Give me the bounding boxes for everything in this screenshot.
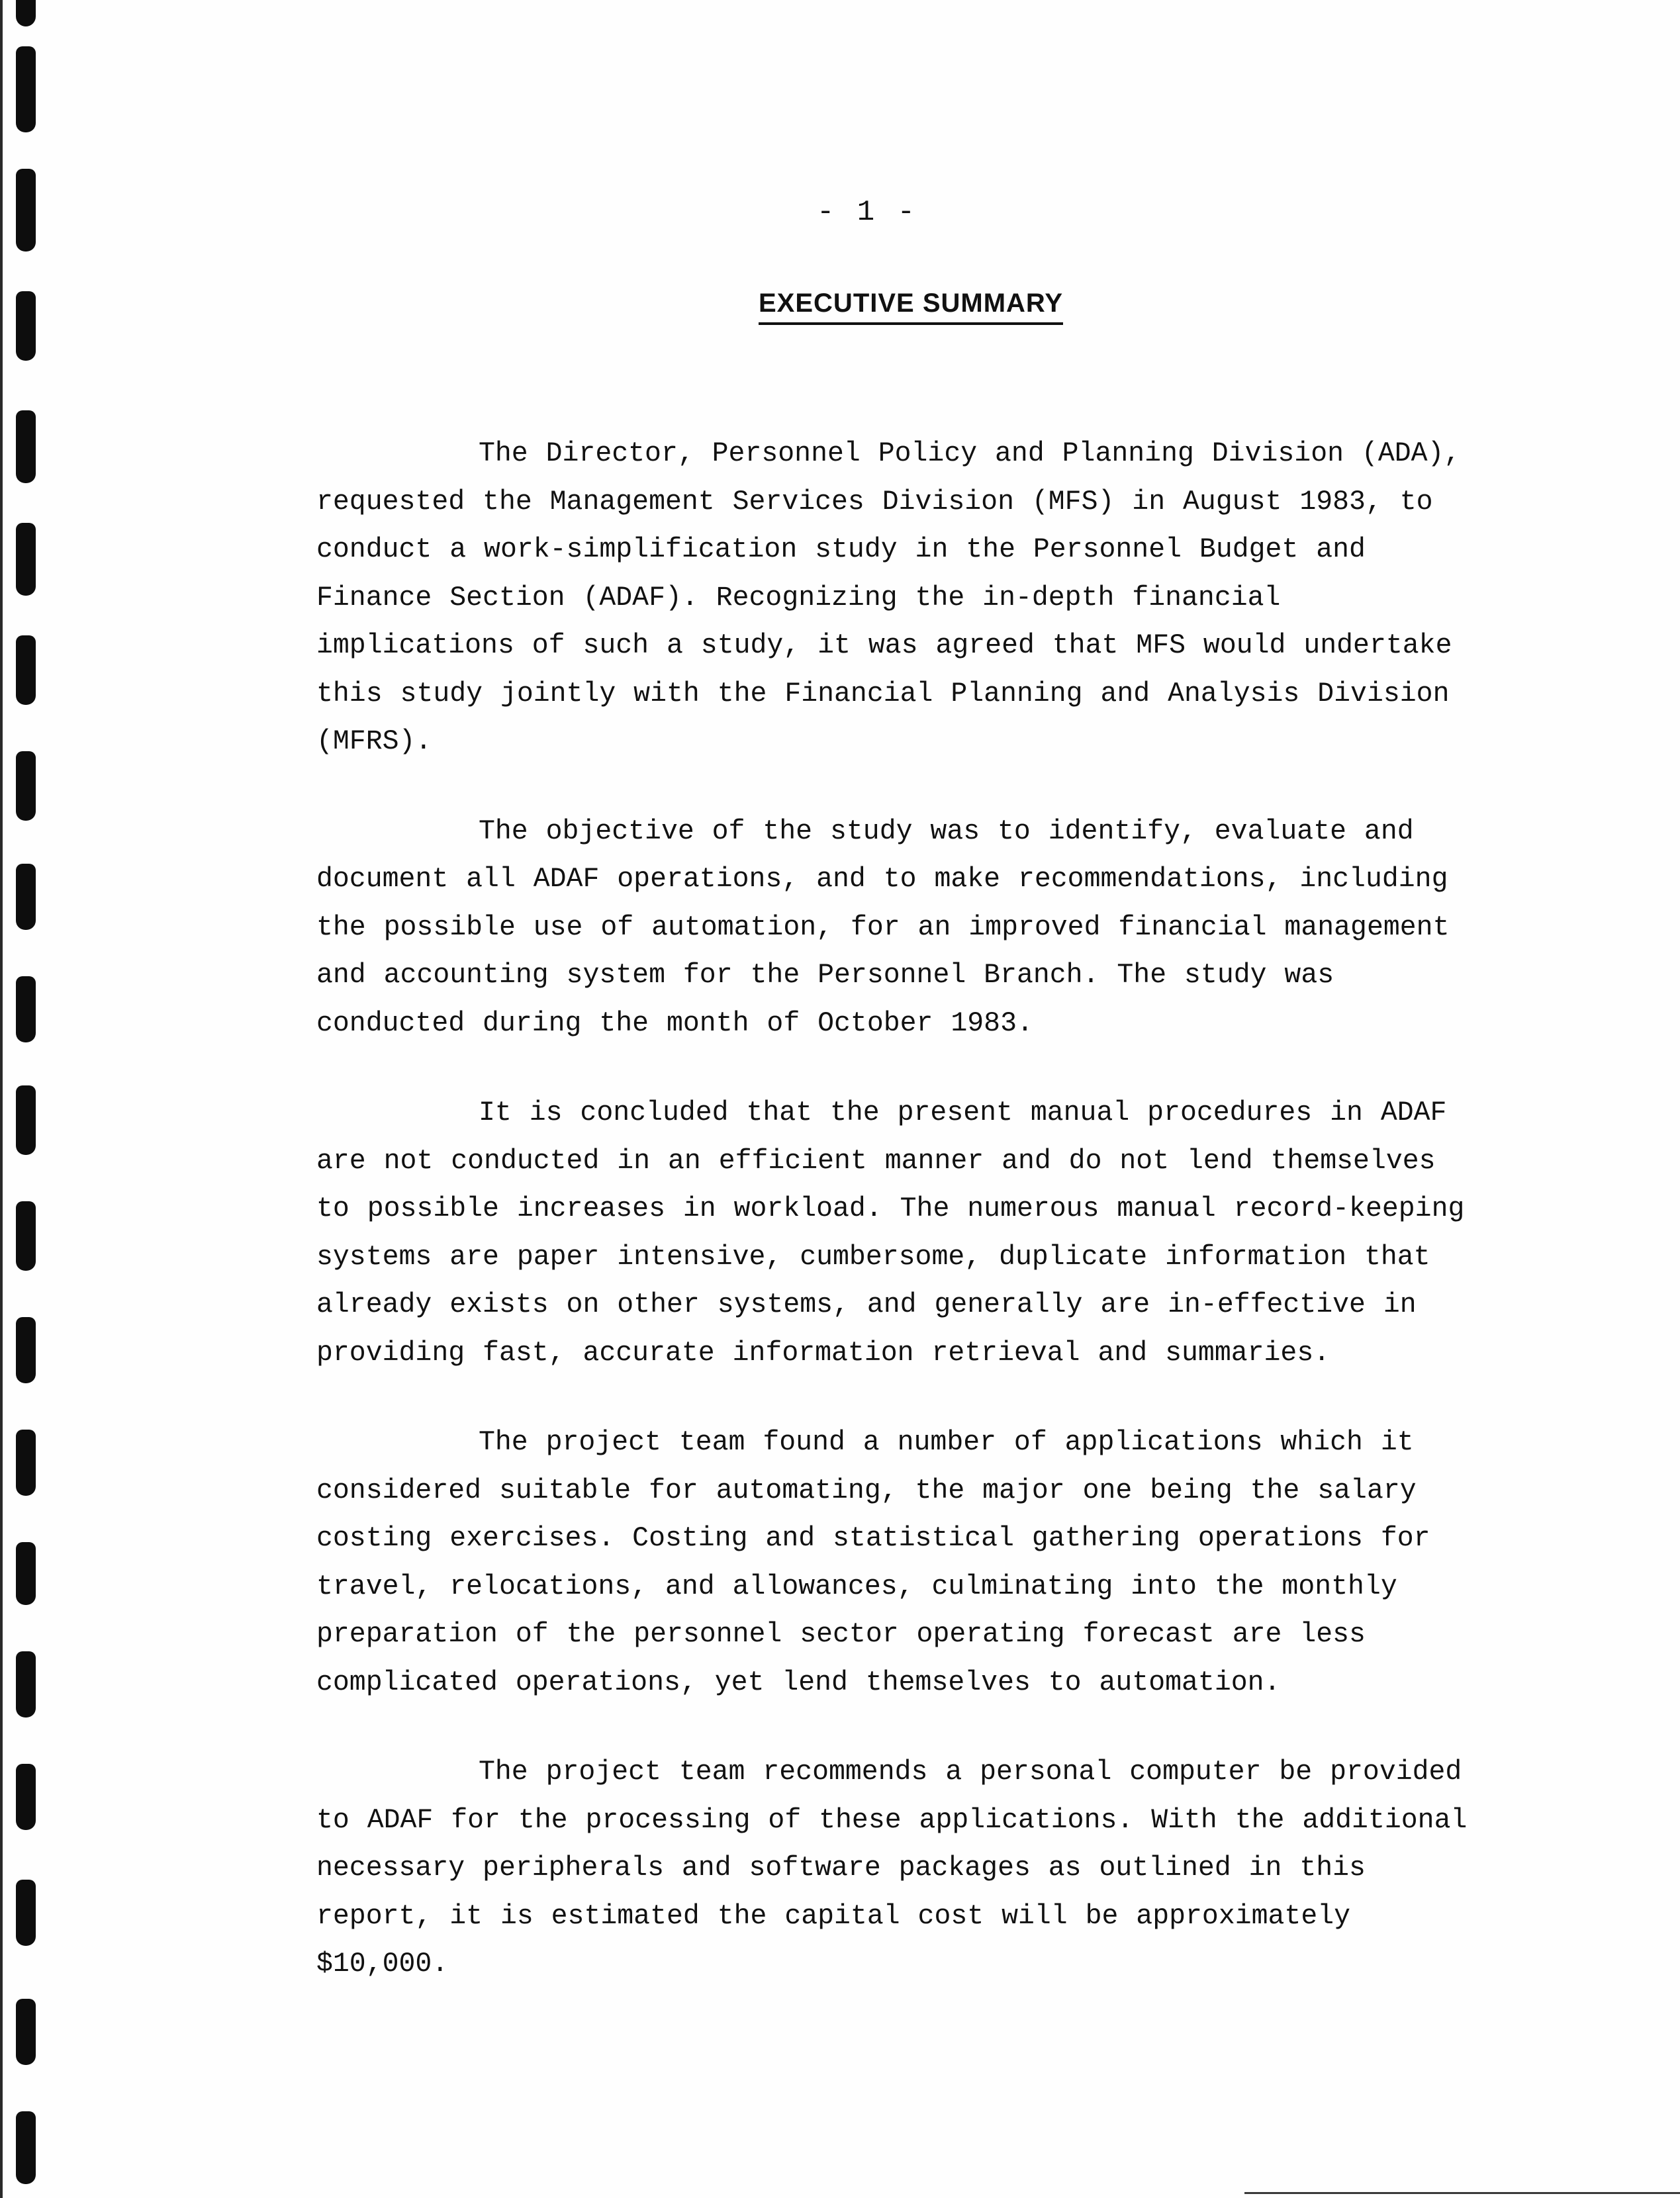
paragraph-conclusion: It is concluded that the present manual procedures in ADAF are not conducted in an efficient manner and do not lend themselves to possible increases in workload. The numerous manual record-keeping systems are paper intensive, cumbersome, duplicate information that already exists on other systems, and generally are in-effective in providing fast, accurate information retrieval and summaries. bbox=[316, 1097, 1465, 1369]
binder-hole bbox=[16, 523, 36, 596]
binder-hole bbox=[16, 410, 36, 483]
binder-hole bbox=[16, 1999, 36, 2065]
binder-hole bbox=[16, 291, 36, 361]
binder-hole bbox=[16, 169, 36, 252]
binder-hole bbox=[16, 46, 36, 132]
paragraph-recommendation: The project team recommends a personal computer be provided to ADAF for the processing of these applications. With the additional necessary peripherals and software packages as outlined in this report, it is estimated the capital cost will be approximately $10,000. bbox=[316, 1757, 1468, 1980]
binder-hole bbox=[16, 1651, 36, 1717]
page-edge bbox=[0, 0, 3, 2198]
binder-hole bbox=[16, 1542, 36, 1605]
document-body bbox=[316, 430, 1481, 2031]
binder-holes bbox=[9, 0, 49, 2198]
binder-hole bbox=[16, 751, 36, 821]
paragraph-intro: The Director, Personnel Policy and Planning Division (ADA), requested the Management Services Division (MFS) in August 1983, to conduct a work-simplification study in the Personnel Budget and Finance Section (ADAF). Recognizing the in-depth financial implications of such a study, it was agreed that MFS would undertake this study jointly with the Financial Planning and Analysis Division (MFRS). bbox=[316, 438, 1461, 757]
binder-hole bbox=[16, 1201, 36, 1271]
binder-hole bbox=[16, 864, 36, 930]
binder-hole bbox=[16, 2111, 36, 2184]
binder-hole bbox=[16, 1880, 36, 1946]
binder-hole bbox=[16, 976, 36, 1042]
page-edge bbox=[1244, 2192, 1680, 2194]
binder-hole bbox=[16, 635, 36, 705]
binder-hole bbox=[16, 1430, 36, 1496]
binder-hole bbox=[16, 0, 36, 26]
page-number: - 1 - bbox=[816, 196, 918, 229]
page-title: EXECUTIVE SUMMARY bbox=[759, 289, 1063, 325]
binder-hole bbox=[16, 1317, 36, 1383]
binder-hole bbox=[16, 1764, 36, 1830]
paragraph-objective: The objective of the study was to identify, evaluate and document all ADAF operations, and to make recommendations, including the possible use of automation, for an improved financial management and accounting system for the Personnel Branch. The study was conducted during the month of October 1983. bbox=[316, 815, 1450, 1039]
binder-hole bbox=[16, 1085, 36, 1155]
paragraph-findings: The project team found a number of applications which it considered suitable for automating, the major one being the salary costing exercises. Costing and statistical gathering operations for travel, relocations, and allowances, culminating into the monthly preparation of the personnel sector operating forecast are less complicated operations, yet lend themselves to automation. bbox=[316, 1427, 1430, 1698]
